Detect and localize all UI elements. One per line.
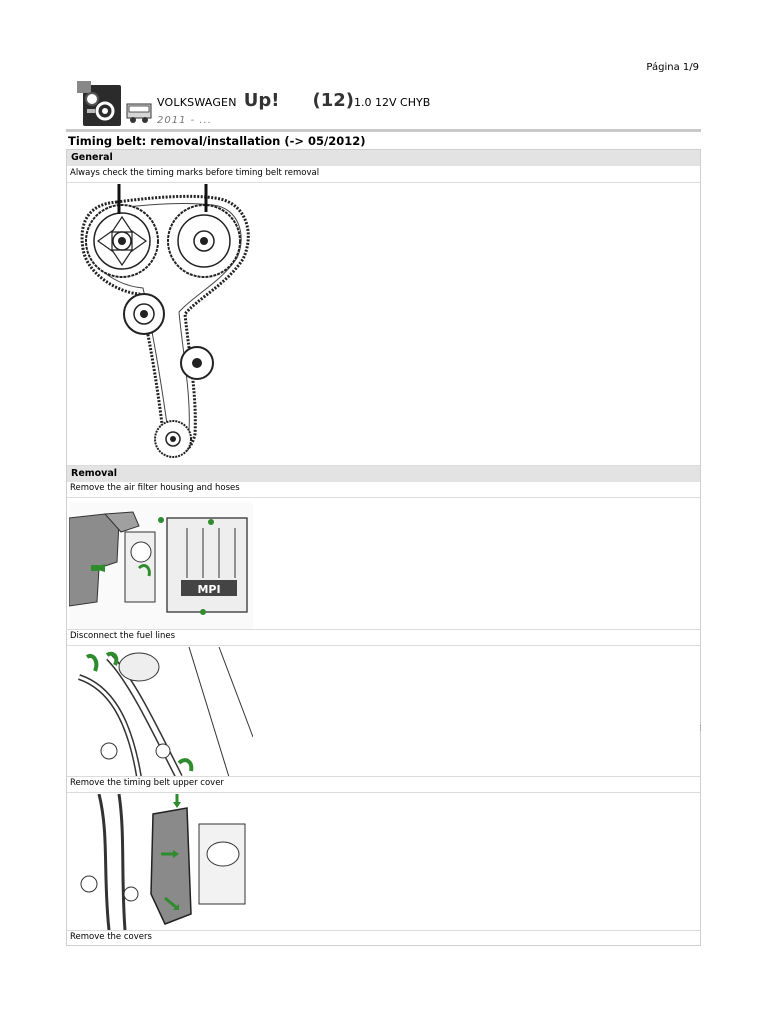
caption-covers: Remove the covers — [70, 932, 152, 942]
vehicle-model: Up! — [243, 90, 280, 111]
car-icon — [125, 100, 153, 124]
section-removal-heading: Removal — [67, 466, 700, 482]
vehicle-engine: 1.0 12V CHYB — [354, 96, 431, 109]
vehicle-years: 2011 - ... — [157, 115, 212, 126]
row-divider — [67, 497, 700, 498]
caption-fuel-lines: Disconnect the fuel lines — [70, 631, 176, 641]
vehicle-code: (12) — [312, 90, 355, 111]
vehicle-header — [157, 90, 430, 111]
caption-upper-cover: Remove the timing belt upper cover — [70, 778, 224, 788]
row-divider — [67, 645, 700, 646]
caption-air-filter: Remove the air filter housing and hoses — [70, 483, 240, 493]
timing-belt-diagram — [77, 184, 253, 466]
procedure-table — [66, 149, 701, 946]
header-rule — [66, 129, 701, 132]
upper-cover-figure — [69, 794, 253, 930]
row-divider — [67, 792, 700, 793]
vehicle-brand: VOLKSWAGEN — [157, 96, 237, 109]
workshop-logo-icon — [75, 79, 121, 126]
margin-mark: ⋮ — [697, 724, 704, 732]
air-filter-figure — [69, 502, 253, 630]
page-title: Timing belt: removal/installation (-> 05/2012) — [68, 134, 366, 148]
page-number: Página 1/9 — [646, 62, 699, 73]
row-divider — [67, 629, 700, 630]
engine-cover-badge: MPI — [197, 583, 221, 596]
row-divider — [67, 930, 700, 931]
caption-timing-marks: Always check the timing marks before timing belt removal — [70, 168, 320, 178]
row-divider — [67, 776, 700, 777]
section-general-heading: General — [67, 150, 700, 166]
fuel-lines-figure — [69, 647, 253, 777]
row-divider — [67, 182, 700, 183]
